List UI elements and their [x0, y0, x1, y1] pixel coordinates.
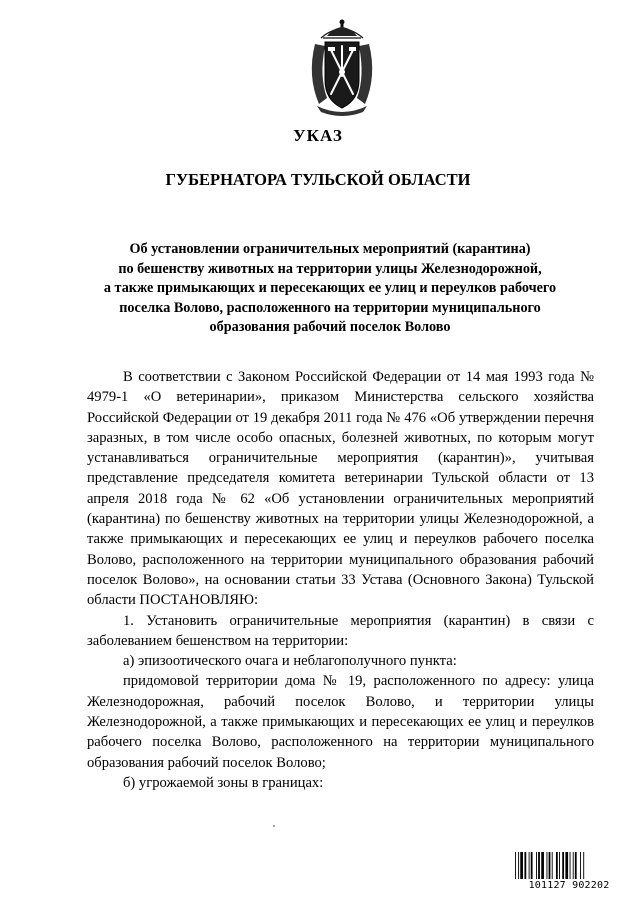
subject-line: а также примыкающих и пересекающих ее улиц и переулков рабочего: [103, 280, 557, 296]
preamble-paragraph: В соответствии с Законом Российской Федерации от 14 мая 1993 года № 4979-1 «О ветеринарии», приказом Министерства сельского хозяйства Российской Федерации от 19 декабря 2011 года № 476 «Об утверждении перечня заразных, в том числе особо опасных, болезней животных, по которым могут устанавливаться ограничительные мероприятия (карантин)», учитывая представление председателя комитета ветеринарии Тульской области от 13 апреля 2018 года № 62 «Об установлении ограничительных мероприятий (карантина) по бешенству животных на территории улицы Железнодорожной, а также примыкающих и пересекающих ее улиц и переулков рабочего поселка Волово, расположенного на территории муниципального образования рабочий поселок Волово», на основании статьи 33 Устава (Основного Закона) Тульской области ПОСТАНОВЛЯЮ:: [87, 369, 594, 609]
document-title: УКАЗ: [293, 126, 343, 145]
subject-line: поселка Волово, расположенного на территории муниципального: [119, 299, 541, 316]
scan-speck: [273, 825, 275, 827]
item-1a-text-paragraph: придомовой территории дома № 19, расположенного по адресу: улица Железнодорожная, рабочий поселок Волово, и территории улицы Железнодорожной, а также примыкающих и пересекающих ее улиц и переулков рабочего поселка Волово, расположенного на территории муниципального образования рабочий поселок Волово;: [87, 673, 594, 771]
document-body: [87, 367, 594, 793]
subject-line: Об установлении ограничительных мероприятий (карантина): [129, 241, 531, 257]
barcode-digits: 101127 902202: [514, 879, 624, 893]
subject-line: по бешенству животных на территории улицы Железнодорожной,: [118, 260, 542, 277]
coat-of-arms-emblem: [297, 16, 387, 116]
item-1-paragraph: 1. Установить ограничительные мероприятия (карантин) в связи с заболеванием бешенством на территории:: [87, 612, 594, 649]
item-1b-paragraph: б) угрожаемой зоны в границах:: [123, 774, 324, 791]
document-subject: [80, 240, 580, 338]
subject-line: образования рабочий поселок Волово: [209, 319, 451, 335]
item-1a-paragraph: а) эпизоотического очага и неблагополучного пункта:: [123, 653, 457, 670]
document-subtitle: ГУБЕРНАТОРА ТУЛЬСКОЙ ОБЛАСТИ: [165, 170, 471, 189]
